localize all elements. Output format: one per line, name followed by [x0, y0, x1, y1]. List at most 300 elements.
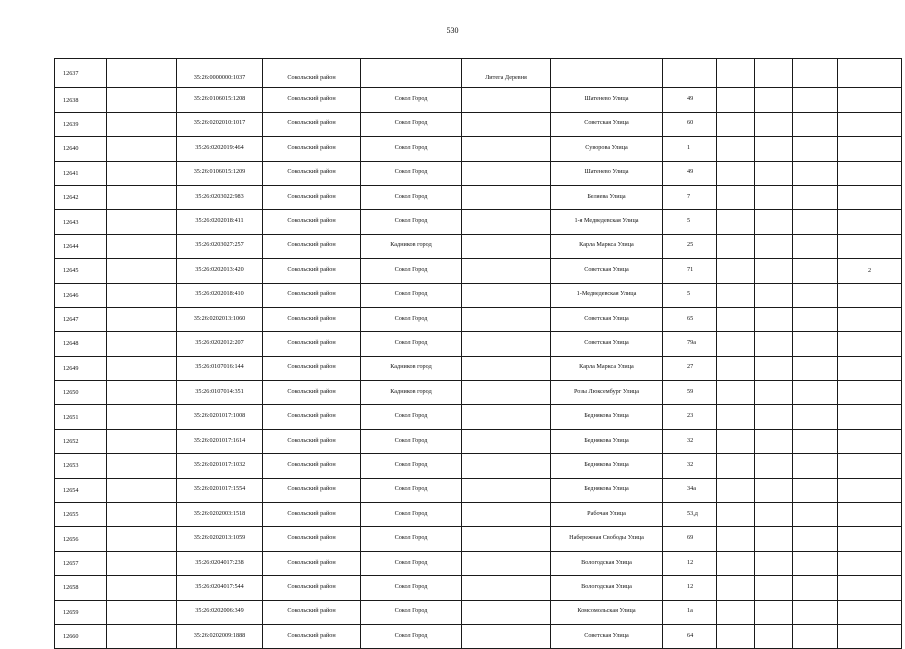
- house-number-cell: 5: [663, 210, 717, 234]
- district-cell: Сокольский район: [263, 185, 361, 209]
- empty-cell: [717, 259, 755, 283]
- table-row: [55, 210, 902, 234]
- empty-cell: [717, 527, 755, 551]
- table-row: [55, 429, 902, 453]
- empty-cell: [793, 527, 838, 551]
- city-cell: Сокол Город: [361, 88, 462, 112]
- table-row: [55, 527, 902, 551]
- village-cell: [462, 210, 551, 234]
- row-number-cell: 12639: [55, 112, 107, 136]
- empty-cell: [793, 332, 838, 356]
- district-cell: Сокольский район: [263, 356, 361, 380]
- empty-cell: [107, 478, 177, 502]
- empty-cell: [717, 600, 755, 624]
- village-cell: [462, 112, 551, 136]
- cadastral-number-cell: 35:26:0204017:544: [177, 576, 263, 600]
- city-cell: Кадников город: [361, 381, 462, 405]
- house-number-cell: 49: [663, 88, 717, 112]
- empty-cell: [717, 454, 755, 478]
- empty-cell: [793, 210, 838, 234]
- empty-cell: [107, 527, 177, 551]
- table-row: [55, 59, 902, 88]
- city-cell: Сокол Город: [361, 332, 462, 356]
- empty-cell: [717, 185, 755, 209]
- empty-cell: [107, 283, 177, 307]
- empty-cell: [793, 59, 838, 88]
- cadastral-number-cell: 35:26:0203022:983: [177, 185, 263, 209]
- cadastral-number-cell: 35:26:0107014:351: [177, 381, 263, 405]
- street-cell: Набережная Свободы Улица: [551, 527, 663, 551]
- city-cell: Сокол Город: [361, 527, 462, 551]
- extra-value-cell: [838, 88, 902, 112]
- village-cell: [462, 576, 551, 600]
- house-number-cell: 1а: [663, 600, 717, 624]
- cadastral-number-cell: 35:26:0202013:420: [177, 259, 263, 283]
- empty-cell: [755, 478, 793, 502]
- extra-value-cell: [838, 624, 902, 648]
- extra-value-cell: [838, 161, 902, 185]
- street-cell: Советская Улица: [551, 259, 663, 283]
- extra-value-cell: [838, 551, 902, 575]
- village-cell: [462, 307, 551, 331]
- village-cell: [462, 600, 551, 624]
- extra-value-cell: [838, 112, 902, 136]
- cadastral-number-cell: 35:26:0202018:410: [177, 283, 263, 307]
- district-cell: Сокольский район: [263, 454, 361, 478]
- empty-cell: [755, 88, 793, 112]
- empty-cell: [717, 356, 755, 380]
- row-number-cell: 12660: [55, 624, 107, 648]
- street-cell: Беднякова Улица: [551, 405, 663, 429]
- empty-cell: [717, 307, 755, 331]
- district-cell: Сокольский район: [263, 210, 361, 234]
- empty-cell: [717, 283, 755, 307]
- district-cell: Сокольский район: [263, 429, 361, 453]
- empty-cell: [717, 59, 755, 88]
- district-cell: Сокольский район: [263, 478, 361, 502]
- table-row: [55, 161, 902, 185]
- empty-cell: [717, 161, 755, 185]
- empty-cell: [107, 185, 177, 209]
- empty-cell: [793, 454, 838, 478]
- empty-cell: [755, 283, 793, 307]
- street-cell: Суворова Улица: [551, 137, 663, 161]
- empty-cell: [107, 503, 177, 527]
- street-cell: Советская Улица: [551, 624, 663, 648]
- empty-cell: [107, 454, 177, 478]
- row-number-cell: 12658: [55, 576, 107, 600]
- empty-cell: [717, 576, 755, 600]
- table-row: [55, 624, 902, 648]
- table-row: [55, 576, 902, 600]
- extra-value-cell: [838, 59, 902, 88]
- house-number-cell: 32: [663, 454, 717, 478]
- empty-cell: [107, 356, 177, 380]
- empty-cell: [107, 381, 177, 405]
- empty-cell: [717, 551, 755, 575]
- city-cell: Сокол Город: [361, 112, 462, 136]
- empty-cell: [717, 429, 755, 453]
- table-row: [55, 356, 902, 380]
- empty-cell: [107, 59, 177, 88]
- row-number-cell: 12643: [55, 210, 107, 234]
- empty-cell: [755, 576, 793, 600]
- page-number: 530: [446, 26, 459, 35]
- village-cell: [462, 332, 551, 356]
- house-number-cell: 12: [663, 551, 717, 575]
- cadastral-number-cell: 35:26:0202018:411: [177, 210, 263, 234]
- row-number-cell: 12644: [55, 234, 107, 258]
- row-number-cell: 12642: [55, 185, 107, 209]
- empty-cell: [717, 624, 755, 648]
- row-number-cell: 12656: [55, 527, 107, 551]
- empty-cell: [755, 307, 793, 331]
- village-cell: [462, 454, 551, 478]
- empty-cell: [755, 161, 793, 185]
- empty-cell: [755, 185, 793, 209]
- empty-cell: [717, 503, 755, 527]
- house-number-cell: 7: [663, 185, 717, 209]
- village-cell: [462, 88, 551, 112]
- district-cell: Сокольский район: [263, 88, 361, 112]
- table-row: [55, 454, 902, 478]
- empty-cell: [755, 405, 793, 429]
- table-body: [55, 59, 902, 649]
- row-number-cell: 12645: [55, 259, 107, 283]
- empty-cell: [793, 503, 838, 527]
- row-number-cell: 12655: [55, 503, 107, 527]
- house-number-cell: 5: [663, 283, 717, 307]
- house-number-cell: 23: [663, 405, 717, 429]
- city-cell: [361, 59, 462, 88]
- city-cell: Сокол Город: [361, 210, 462, 234]
- street-cell: Шатенево Улица: [551, 88, 663, 112]
- empty-cell: [755, 381, 793, 405]
- table-row: [55, 234, 902, 258]
- row-number-cell: 12646: [55, 283, 107, 307]
- village-cell: [462, 503, 551, 527]
- empty-cell: [755, 429, 793, 453]
- village-cell: [462, 381, 551, 405]
- cadastral-number-cell: 35:26:0203027:257: [177, 234, 263, 258]
- city-cell: Сокол Город: [361, 429, 462, 453]
- cadastral-number-cell: 35:26:0201017:1554: [177, 478, 263, 502]
- street-cell: Беднякова Улица: [551, 478, 663, 502]
- street-cell: Карла Маркса Улица: [551, 234, 663, 258]
- district-cell: Сокольский район: [263, 161, 361, 185]
- empty-cell: [107, 624, 177, 648]
- city-cell: Сокол Город: [361, 161, 462, 185]
- street-cell: Беднякова Улица: [551, 429, 663, 453]
- extra-value-cell: [838, 478, 902, 502]
- district-cell: Сокольский район: [263, 137, 361, 161]
- table-row: [55, 381, 902, 405]
- empty-cell: [107, 576, 177, 600]
- empty-cell: [793, 137, 838, 161]
- empty-cell: [107, 161, 177, 185]
- city-cell: Сокол Город: [361, 576, 462, 600]
- street-cell: Беляева Улица: [551, 185, 663, 209]
- empty-cell: [107, 405, 177, 429]
- village-cell: [462, 624, 551, 648]
- row-number-cell: 12654: [55, 478, 107, 502]
- empty-cell: [755, 259, 793, 283]
- empty-cell: [793, 283, 838, 307]
- cadastral-number-cell: 35:26:0106015:1208: [177, 88, 263, 112]
- district-cell: Сокольский район: [263, 234, 361, 258]
- extra-value-cell: [838, 454, 902, 478]
- extra-value-cell: [838, 503, 902, 527]
- empty-cell: [107, 429, 177, 453]
- empty-cell: [755, 59, 793, 88]
- district-cell: Сокольский район: [263, 307, 361, 331]
- empty-cell: [755, 210, 793, 234]
- empty-cell: [793, 576, 838, 600]
- table-row: [55, 332, 902, 356]
- row-number-cell: 12649: [55, 356, 107, 380]
- empty-cell: [755, 454, 793, 478]
- house-number-cell: 69: [663, 527, 717, 551]
- empty-cell: [107, 259, 177, 283]
- cadastral-number-cell: 35:26:0106015:1209: [177, 161, 263, 185]
- street-cell: Беднякова Улица: [551, 454, 663, 478]
- city-cell: Сокол Город: [361, 137, 462, 161]
- district-cell: Сокольский район: [263, 576, 361, 600]
- table-row: [55, 88, 902, 112]
- empty-cell: [793, 88, 838, 112]
- table-row: [55, 259, 902, 283]
- village-cell: [462, 527, 551, 551]
- village-cell: [462, 137, 551, 161]
- extra-value-cell: [838, 429, 902, 453]
- row-number-cell: 12640: [55, 137, 107, 161]
- district-cell: Сокольский район: [263, 551, 361, 575]
- house-number-cell: 1: [663, 137, 717, 161]
- city-cell: Кадников город: [361, 356, 462, 380]
- cadastral-number-cell: 35:26:0201017:1008: [177, 405, 263, 429]
- empty-cell: [793, 234, 838, 258]
- row-number-cell: 12652: [55, 429, 107, 453]
- district-cell: Сокольский район: [263, 381, 361, 405]
- extra-value-cell: [838, 527, 902, 551]
- empty-cell: [107, 234, 177, 258]
- empty-cell: [755, 624, 793, 648]
- cadastral-number-cell: 35:26:0204017:238: [177, 551, 263, 575]
- street-cell: Рабочая Улица: [551, 503, 663, 527]
- empty-cell: [793, 624, 838, 648]
- extra-value-cell: [838, 381, 902, 405]
- empty-cell: [793, 551, 838, 575]
- row-number-cell: 12637: [55, 59, 107, 88]
- street-cell: [551, 59, 663, 88]
- cadastral-number-cell: 35:26:0202019:464: [177, 137, 263, 161]
- house-number-cell: 65: [663, 307, 717, 331]
- city-cell: Сокол Город: [361, 551, 462, 575]
- table-row: [55, 283, 902, 307]
- row-number-cell: 12641: [55, 161, 107, 185]
- street-cell: 1-Медведевская Улица: [551, 283, 663, 307]
- house-number-cell: 27: [663, 356, 717, 380]
- row-number-cell: 12657: [55, 551, 107, 575]
- row-number-cell: 12650: [55, 381, 107, 405]
- village-cell: [462, 405, 551, 429]
- house-number-cell: 34а: [663, 478, 717, 502]
- cadastral-number-cell: 35:26:0201017:1614: [177, 429, 263, 453]
- empty-cell: [755, 332, 793, 356]
- extra-value-cell: [838, 185, 902, 209]
- village-cell: [462, 429, 551, 453]
- cadastral-number-cell: 35:26:0107016:144: [177, 356, 263, 380]
- village-cell: Литега Деревня: [462, 59, 551, 88]
- house-number-cell: 49: [663, 161, 717, 185]
- district-cell: Сокольский район: [263, 332, 361, 356]
- house-number-cell: 64: [663, 624, 717, 648]
- extra-value-cell: [838, 332, 902, 356]
- house-number-cell: 71: [663, 259, 717, 283]
- row-number-cell: 12647: [55, 307, 107, 331]
- house-number-cell: 79а: [663, 332, 717, 356]
- row-number-cell: 12653: [55, 454, 107, 478]
- empty-cell: [717, 234, 755, 258]
- empty-cell: [107, 112, 177, 136]
- table-row: [55, 405, 902, 429]
- district-cell: Сокольский район: [263, 283, 361, 307]
- city-cell: Сокол Город: [361, 624, 462, 648]
- empty-cell: [107, 137, 177, 161]
- empty-cell: [717, 381, 755, 405]
- city-cell: Сокол Город: [361, 454, 462, 478]
- table-row: [55, 503, 902, 527]
- village-cell: [462, 185, 551, 209]
- cadastral-number-cell: 35:26:0000000:1037: [177, 59, 263, 88]
- street-cell: Карла Маркса Улица: [551, 356, 663, 380]
- empty-cell: [717, 112, 755, 136]
- cadastral-number-cell: 35:26:0202010:1017: [177, 112, 263, 136]
- cadastral-number-cell: 35:26:0202006:349: [177, 600, 263, 624]
- empty-cell: [755, 112, 793, 136]
- village-cell: [462, 478, 551, 502]
- empty-cell: [793, 356, 838, 380]
- empty-cell: [793, 161, 838, 185]
- cadastral-number-cell: 35:26:0201017:1032: [177, 454, 263, 478]
- district-cell: Сокольский район: [263, 59, 361, 88]
- empty-cell: [107, 332, 177, 356]
- city-cell: Сокол Город: [361, 259, 462, 283]
- cadastral-number-cell: 35:26:0202003:1518: [177, 503, 263, 527]
- empty-cell: [793, 112, 838, 136]
- village-cell: [462, 356, 551, 380]
- empty-cell: [717, 478, 755, 502]
- row-number-cell: 12648: [55, 332, 107, 356]
- cadastral-number-cell: 35:26:0202013:1060: [177, 307, 263, 331]
- empty-cell: [107, 551, 177, 575]
- city-cell: Сокол Город: [361, 405, 462, 429]
- district-cell: Сокольский район: [263, 600, 361, 624]
- house-number-cell: 12: [663, 576, 717, 600]
- village-cell: [462, 234, 551, 258]
- cadastral-number-cell: 35:26:0202012:207: [177, 332, 263, 356]
- extra-value-cell: [838, 405, 902, 429]
- empty-cell: [717, 210, 755, 234]
- row-number-cell: 12638: [55, 88, 107, 112]
- district-cell: Сокольский район: [263, 259, 361, 283]
- city-cell: Сокол Город: [361, 307, 462, 331]
- city-cell: Сокол Город: [361, 185, 462, 209]
- extra-value-cell: [838, 600, 902, 624]
- empty-cell: [107, 307, 177, 331]
- village-cell: [462, 283, 551, 307]
- empty-cell: [793, 478, 838, 502]
- street-cell: Вологодская Улица: [551, 551, 663, 575]
- district-cell: Сокольский район: [263, 405, 361, 429]
- street-cell: Шатенево Улица: [551, 161, 663, 185]
- empty-cell: [755, 234, 793, 258]
- empty-cell: [755, 600, 793, 624]
- extra-value-cell: 2: [838, 259, 902, 283]
- house-number-cell: 32: [663, 429, 717, 453]
- empty-cell: [793, 185, 838, 209]
- street-cell: Советская Улица: [551, 332, 663, 356]
- row-number-cell: 12659: [55, 600, 107, 624]
- district-cell: Сокольский район: [263, 112, 361, 136]
- city-cell: Сокол Город: [361, 503, 462, 527]
- empty-cell: [107, 88, 177, 112]
- house-number-cell: 53,д: [663, 503, 717, 527]
- street-cell: Вологодская Улица: [551, 576, 663, 600]
- empty-cell: [793, 307, 838, 331]
- house-number-cell: 25: [663, 234, 717, 258]
- extra-value-cell: [838, 283, 902, 307]
- city-cell: Сокол Город: [361, 478, 462, 502]
- empty-cell: [793, 259, 838, 283]
- empty-cell: [755, 137, 793, 161]
- house-number-cell: 59: [663, 381, 717, 405]
- table-row: [55, 478, 902, 502]
- empty-cell: [793, 381, 838, 405]
- empty-cell: [793, 600, 838, 624]
- cadastral-number-cell: 35:26:0202013:1059: [177, 527, 263, 551]
- street-cell: Розы Люксембург Улица: [551, 381, 663, 405]
- row-number-cell: 12651: [55, 405, 107, 429]
- extra-value-cell: [838, 234, 902, 258]
- street-cell: Советская Улица: [551, 112, 663, 136]
- table-row: [55, 112, 902, 136]
- empty-cell: [717, 332, 755, 356]
- empty-cell: [755, 356, 793, 380]
- empty-cell: [755, 551, 793, 575]
- empty-cell: [107, 600, 177, 624]
- extra-value-cell: [838, 307, 902, 331]
- empty-cell: [755, 503, 793, 527]
- city-cell: Кадников город: [361, 234, 462, 258]
- empty-cell: [793, 405, 838, 429]
- cadastral-number-cell: 35:26:0202009:1888: [177, 624, 263, 648]
- village-cell: [462, 551, 551, 575]
- city-cell: Сокол Город: [361, 283, 462, 307]
- district-cell: Сокольский район: [263, 503, 361, 527]
- village-cell: [462, 259, 551, 283]
- empty-cell: [107, 210, 177, 234]
- empty-cell: [793, 429, 838, 453]
- empty-cell: [755, 527, 793, 551]
- street-cell: Советская Улица: [551, 307, 663, 331]
- table-row: [55, 307, 902, 331]
- street-cell: Комсомольская Улица: [551, 600, 663, 624]
- table-row: [55, 185, 902, 209]
- table-row: [55, 600, 902, 624]
- registry-table: [54, 58, 902, 649]
- empty-cell: [717, 405, 755, 429]
